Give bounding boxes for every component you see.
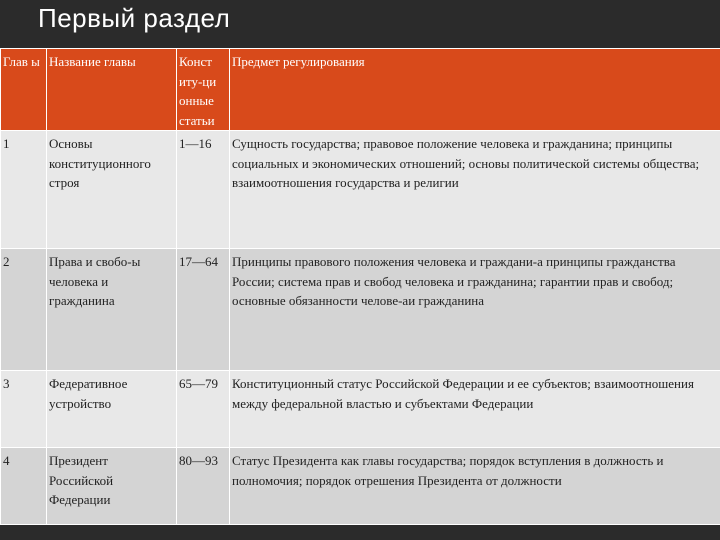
header-chapter-name: Название главы — [47, 49, 177, 131]
cell-chapter-name: Федеративное устройство — [47, 371, 177, 448]
cell-articles: 17—64 — [177, 249, 230, 371]
cell-chapter-name: Президент Российской Федерации — [47, 448, 177, 525]
header-chapter-number: Глав ы — [1, 49, 47, 131]
cell-chapter-name: Основы конституционного строя — [47, 131, 177, 249]
cell-subject: Принципы правового положения человека и граждани-а принципы гражданства России; система прав и свобод человека и гражданина; гарантии прав и свобод; основные обязанности челове-аи гражданина — [230, 249, 720, 371]
table-header-row — [1, 49, 720, 131]
header-articles: Конст иту-ци онные статьи — [177, 49, 230, 131]
constitution-chapters-table — [0, 48, 720, 525]
cell-subject: Конституционный статус Российской Федерации и ее субъектов; взаимоотношения между федеральной властью и субъектами Федерации — [230, 371, 720, 448]
cell-chapter-name: Права и свобо-ы человека и гражданина — [47, 249, 177, 371]
cell-articles: 1—16 — [177, 131, 230, 249]
cell-subject: Сущность государства; правовое положение человека и гражданина; принципы социальных и экономических отношений; основы политической системы общества; взаимоотношения государства и религии — [230, 131, 720, 249]
table-row — [1, 131, 720, 249]
cell-chapter-number: 3 — [1, 371, 47, 448]
cell-chapter-number: 4 — [1, 448, 47, 525]
cell-subject: Статус Президента как главы государства; порядок вступления в должность и полномочия; порядок отрешения Президента от должности — [230, 448, 720, 525]
cell-chapter-number: 2 — [1, 249, 47, 371]
table-row — [1, 371, 720, 448]
table-row — [1, 249, 720, 371]
header-subject: Предмет регулирования — [230, 49, 720, 131]
cell-articles: 65—79 — [177, 371, 230, 448]
table-row — [1, 448, 720, 525]
cell-articles: 80—93 — [177, 448, 230, 525]
cell-chapter-number: 1 — [1, 131, 47, 249]
slide-title: Первый раздел — [38, 3, 231, 33]
